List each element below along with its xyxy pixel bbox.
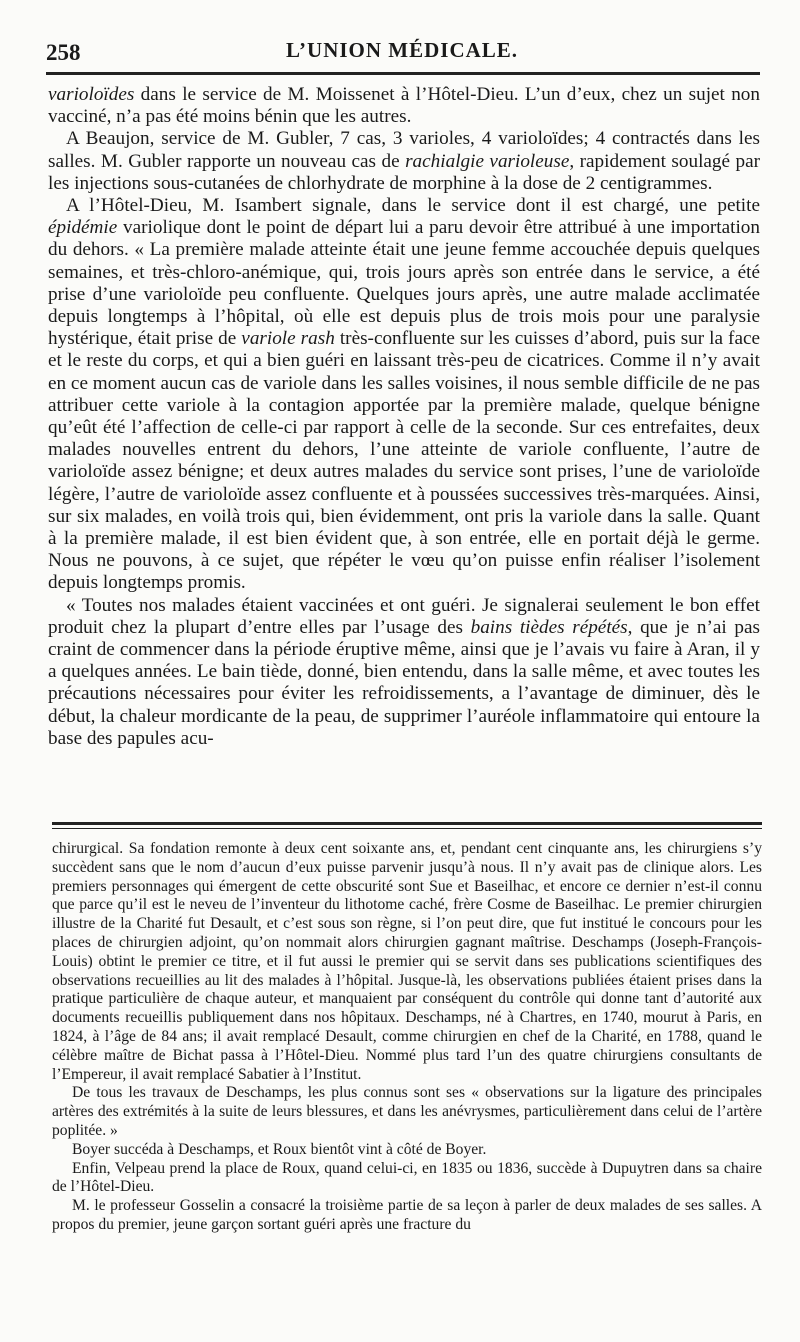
- main-paragraph: A Beaujon, service de M. Gubler, 7 cas, 3 varioles, 4 varioloïdes; 4 contractés dans les salles. M. Gubler rapporte un nouveau cas de rachialgie varioleuse, rapidement soulagé par les injections sous-cutanées de chlorhydrate de morphine à la dose de 2 centigrammes.: [48, 128, 761, 194]
- footnote-paragraph: Boyer succéda à Deschamps, et Roux bientôt vint à côté de Boyer.: [72, 1140, 487, 1158]
- main-paragraph: varioloïdes dans le service de M. Moissenet à l’Hôtel-Dieu. L’un d’eux, chez un sujet non vacciné, n’a pas été moins bénin que les autres.: [48, 84, 760, 128]
- running-title: L’UNION MÉDICALE.: [285, 38, 519, 62]
- page-number: 258: [46, 40, 81, 65]
- footnote-paragraph: chirurgical. Sa fondation remonte à deux cent soixante ans, et, pendant cent cinquante ans, les chirurgiens s’y succèdent sans que le nom d’aucun d’eux puisse parvenir jusqu’à nous. Il n’y avait pas de clinique alors. Les premiers personnages qui émergent de cette obscurité sont Sue et Baseilhac, et encore ce dernier n’est-il connu que parce qu’il est le neveu de l’inventeur du lithotome caché, frère Cosme de Baseilhac. Le premier chirurgien illustre de la Charité fut Desault, et c’est sous son règne, si l’on peut dire, que fut institué le concours pour les places de chirurgien adjoint, qu’on nommait alors chirurgien gagnant maîtrise. Deschamps (Joseph-François-Louis) obtint le premier ce titre, et il fut aussi le premier qui se servit dans ses publications scientifiques des observations recueillies au lit des malades à l’hôpital. Jusque-là, les observations publiées étaient prises dans la pratique particulière de chaque auteur, et manquaient par conséquent du contrôle qui donne tant d’autorité aux documents recueillis publiquement dans nos hôpitaux. Deschamps, né à Chartres, en 1740, mourut à Paris, en 1824, à l’âge de 84 ans; il avait remplacé Desault, comme chirurgien en chef de la Charité, en 1788, quand le célèbre maître de Bichat passa à l’Hôtel-Dieu. Nommé plus tard l’un des quatre chirurgiens consultants de l’Empereur, il avait remplacé Sabatier à l’Institut.: [52, 840, 762, 1083]
- footnote-paragraph: Enfin, Velpeau prend la place de Roux, quand celui-ci, en 1835 ou 1836, succède à Dupuytren dans sa chaire de l’Hôtel-Dieu.: [52, 1159, 762, 1196]
- footnote-separator: [52, 822, 762, 829]
- header-rule: [46, 72, 760, 75]
- italic-term: variole rash: [241, 328, 335, 350]
- italic-term: rachialgie varioleuse: [405, 150, 570, 172]
- main-paragraph: A l’Hôtel-Dieu, M. Isambert signale, dans le service dont il est chargé, une petite épidémie variolique dont le point de départ lui a paru devoir être attribué à une importation du dehors. « La première malade atteinte était une jeune femme accouchée depuis quelques semaines, et très-chloro-anémique, qui, trois jours après son entrée dans le service, a été prise d’une varioloïde peu confluente. Quelques jours après, une autre malade acclimatée depuis longtemps à l’hôpital, où elle est depuis plus de trois mois pour une paralysie hystérique, était prise de variole rash très-confluente sur les cuisses d’abord, puis sur la face et le reste du corps, et qui a bien guéri en laissant très-peu de cicatrices. Comme il n’y avait en ce moment aucun cas de variole dans les salles voisines, il nous semble difficile de ne pas attribuer cette variole à la contagion apportée par la première malade, quelque bénigne qu’eût été l’affection de celle-ci par rapport à celle de la seconde. Sur ces entrefaites, deux malades nouvelles entrent du dehors, l’une atteinte de variole confluente, l’autre de varioloïde assez bénigne; et deux autres malades du service sont prises, l’une de varioloïde légère, l’autre de varioloïde assez confluente et à poussées successives très-marquées. Ainsi, sur six malades, en voilà trois qui, bien évidemment, ont pris la variole dans la salle. Quant à la première malade, il est bien évident que, à son entrée, elle en portait déjà le germe. Nous ne pouvons, à ce sujet, que répéter le vœu qu’on puisse enfin réaliser l’isolement depuis longtemps promis.: [48, 195, 760, 594]
- footnotes: [52, 840, 762, 1235]
- italic-term: bains tièdes répétés: [470, 616, 628, 638]
- main-text: [48, 84, 760, 750]
- footnote-paragraph: De tous les travaux de Deschamps, les plus connus sont ses « observations sur la ligature des principales artères des extrémités à la suite de leurs blessures, et dans les anévrysmes, particulièrement dans celui de l’artère poplitée. »: [52, 1084, 762, 1139]
- footnote-paragraph: M. le professeur Gosselin a consacré la troisième partie de sa leçon à parler de deux malades de ses salles. A propos du premier, jeune garçon sortant guéri après une fracture du: [52, 1197, 762, 1233]
- page-header: [46, 36, 758, 76]
- italic-term: varioloïdes: [48, 84, 135, 105]
- main-paragraph: « Toutes nos malades étaient vaccinées et ont guéri. Je signalerai seulement le bon effet produit chez la plupart d’entre elles par l’usage des bains tièdes répétés, que je n’ai pas craint de commencer dans la période éruptive même, ainsi que je l’avais vu faire à Aran, il y a quelques années. Le bain tiède, donné, bien entendu, dans la salle même, et avec toutes les précautions nécessaires pour éviter les refroidissements, a l’avantage de diminuer, dès le début, la chaleur mordicante de la peau, de supprimer l’auréole inflammatoire qui entoure la base des papules acu-: [48, 594, 760, 749]
- italic-term: épidémie: [48, 217, 118, 239]
